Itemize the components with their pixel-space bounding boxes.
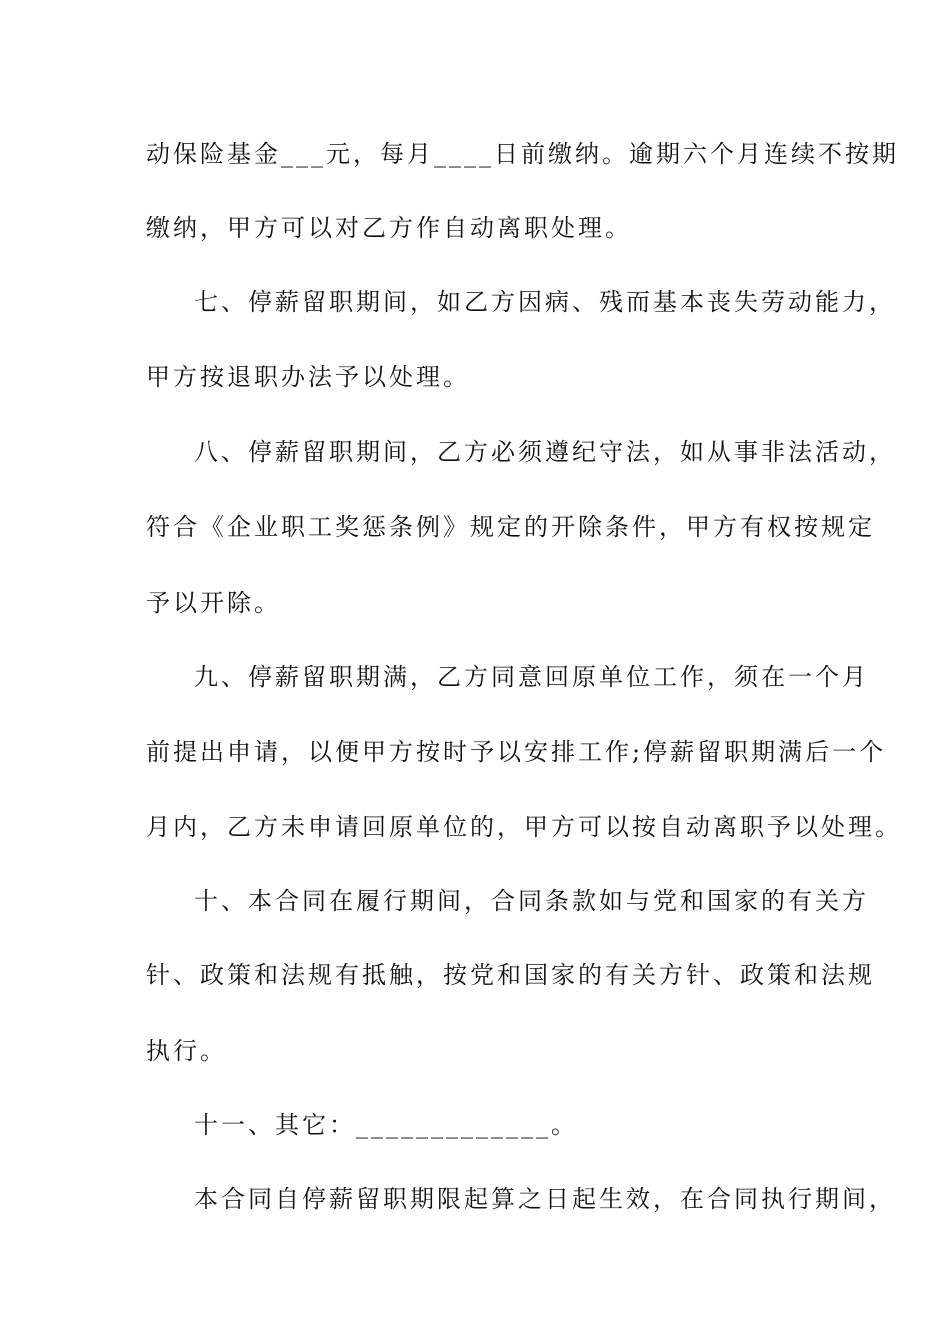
clause-nine: 九、停薪留职期满，乙方同意回原单位工作，须在一个月 [194,663,869,691]
text-line: 针、政策和法规有抵触，按党和国家的有关方针、政策和法规 [146,961,875,989]
text-line: 动保险基金___元，每月____日前缴纳。逾期六个月连续不按期 [146,140,899,168]
clause-eleven: 十一、其它：_____________。 [194,1111,578,1139]
clause-seven: 七、停薪留职期间，如乙方因病、残而基本丧失劳动能力， [194,288,896,316]
text-line: 前提出申请，以便甲方按时予以安排工作;停薪留职期满后一个 [146,738,887,766]
text-line: 执行。 [146,1037,227,1065]
text-line: 甲方按退职办法予以处理。 [146,363,470,391]
effective-clause: 本合同自停薪留职期限起算之日起生效，在合同执行期间， [194,1185,896,1213]
text-line: 缴纳，甲方可以对乙方作自动离职处理。 [146,214,632,242]
clause-eight: 八、停薪留职期间，乙方必须遵纪守法，如从事非法活动， [194,438,896,466]
clause-ten: 十、本合同在履行期间，合同条款如与党和国家的有关方 [194,887,869,915]
text-line: 予以开除。 [146,589,281,617]
text-line: 符合《企业职工奖惩条例》规定的开除条件，甲方有权按规定 [146,513,875,541]
text-line: 月内，乙方未申请回原单位的，甲方可以按自动离职予以处理。 [146,813,902,841]
